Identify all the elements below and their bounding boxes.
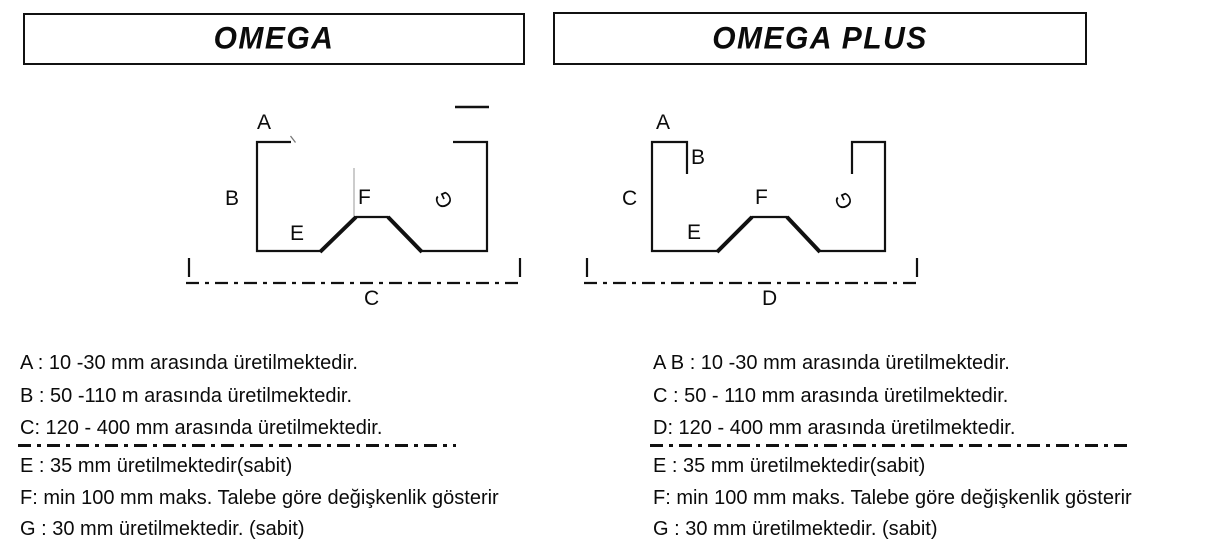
omega-spec-c: C: 120 - 400 mm arasında üretilmektedir. [20, 417, 383, 439]
omega-flange-end-tick [291, 136, 296, 143]
omega-centerline-end-ticks [189, 258, 520, 277]
omega-plus-spec-g: G : 30 mm üretilmektedir. (sabit) [653, 518, 938, 540]
omega-spec-divider [18, 444, 456, 447]
omega-title: OMEGA [213, 21, 335, 56]
omega-plus-spec-divider [650, 444, 1128, 447]
omega-label-A: A [257, 111, 272, 134]
omega-spec-e: E : 35 mm üretilmektedir(sabit) [20, 455, 293, 477]
omega-plus-spec-f: F: min 100 mm maks. Talebe göre değişkenlik gösterir [653, 487, 1132, 509]
omega-rib-diagonals [320, 217, 422, 252]
omega-plus-centerline-end-ticks [587, 258, 917, 277]
omega-label-C: C [364, 287, 380, 310]
omega-plus-spec-c: C : 50 - 110 mm arasında üretilmektedir. [653, 385, 1009, 407]
omega-plus-label-E: E [687, 221, 702, 244]
omega-plus-label-F: F [755, 186, 768, 209]
omega-plus-label-C: C [622, 187, 638, 210]
omega-spec-b: B : 50 -110 m arasında üretilmektedir. [20, 385, 353, 407]
omega-plus-spec-ab: A B : 10 -30 mm arasında üretilmektedir. [653, 352, 1010, 374]
omega-plus-spec-e: E : 35 mm üretilmektedir(sabit) [653, 455, 926, 477]
omega-label-B: B [225, 187, 240, 210]
omega-spec-f: F: min 100 mm maks. Talebe göre değişkenlik gösterir [20, 487, 499, 509]
omega-label-F: F [358, 186, 371, 209]
omega-plus-label-B: B [691, 146, 706, 169]
omega-spec-a: A : 10 -30 mm arasında üretilmektedir. [20, 352, 358, 374]
omega-plus-label-D: D [762, 287, 778, 310]
omega-label-E: E [290, 222, 305, 245]
omega-spec-g: G : 30 mm üretilmektedir. (sabit) [20, 518, 305, 540]
omega-plus-title: OMEGA PLUS [712, 20, 928, 56]
omega-plus-label-A: A [656, 111, 671, 134]
omega-plus-rib-diagonals [717, 217, 820, 252]
omega-plus-label-G: G [830, 188, 859, 213]
omega-plus-spec-d: D: 120 - 400 mm arasında üretilmektedir. [653, 417, 1016, 439]
omega-label-G: G [430, 187, 459, 212]
